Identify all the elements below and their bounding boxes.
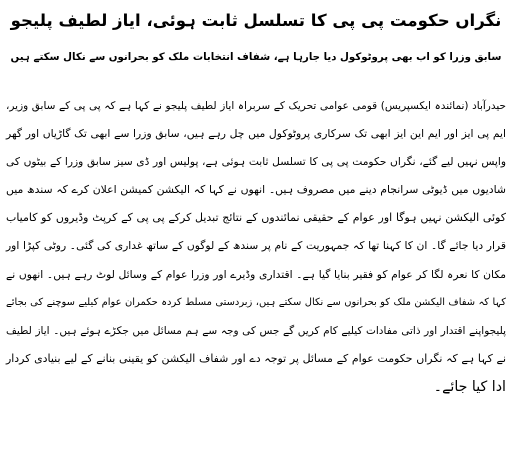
body-line: واپس نہیں لیے گئے، نگراں حکومت پی پی کا تسلسل ثابت ہوئی ہے، پولیس اور ڈی سیز سابق وزرا کے بیٹوں کی (6, 155, 506, 169)
body-line: مکان کا نعرہ لگا کر عوام کو فقیر بنایا گیا ہے۔ اقتداری وڈیرے اور وزرا عوام کے وسائل لوٹ رہے ہیں۔ انھوں نے (6, 267, 506, 281)
body-line: حیدرآباد (نمائندہ ایکسپریس) قومی عوامی تحریک کے سربراہ ایاز لطیف پلیجو نے کہا ہے کہ پی پی کے سابق وزیر، (6, 100, 506, 112)
body-line: شادیوں میں ڈیوٹی سرانجام دینے میں مصروف ہیں۔ انھوں نے کہا کہ الیکشن کمیشن اعلان کرے کہ سندھ میں (6, 183, 506, 197)
subheadline: سابق وزرا کو اب بھی پروٹوکول دیا جارہا ہے، شفاف انتخابات ملک کو بحرانوں سے نکال سکتے ہیں (10, 52, 502, 63)
body-line: کوئی الیکشن نہیں ہوگا اور عوام کے حقیقی نمائندوں کے نتائج تبدیل کرکے پی پی کے کرپٹ وڈیروں کو کامیاب (6, 211, 506, 225)
body-line: نے کہا ہے کہ نگراں حکومت عوام کے مسائل پر توجہ دے اور شفاف الیکشن کو یقینی بنانے کے لیے بنیادی کردار (6, 351, 506, 365)
body-line: پلیجواپنے اقتدار اور ذاتی مفادات کیلیے کام کریں گے جس کی وجہ سے ہم مسائل میں جکڑے ہوئے ہیں۔ ایاز لطیف (6, 324, 506, 337)
body-line: ادا کیا جائے۔ (433, 378, 506, 395)
body-line: ایم پی ایز اور ایم این ایز ابھی تک سرکاری پروٹوکول میں چل رہے ہیں، سابق وزرا سے ابھی تک گاڑیاں اور گھر (6, 127, 506, 141)
body-line: قرار دیا جائے گا۔ ان کا کہنا تھا کہ جمہوریت کے نام پر سندھ کے لوگوں کے ساتھ غداری کی گئی۔ روٹی کپڑا اور (6, 239, 506, 253)
body-line: کہا کہ شفاف الیکشن ملک کو بحرانوں سے نکال سکتے ہیں، زبردستی مسلط کردہ حکمران عوام کیلیے سوچنے کی بجائے (6, 296, 506, 308)
article-body (6, 92, 506, 401)
headline: نگراں حکومت پی پی کا تسلسل ثابت ہوئی، ایاز لطیف پلیجو (10, 11, 502, 30)
